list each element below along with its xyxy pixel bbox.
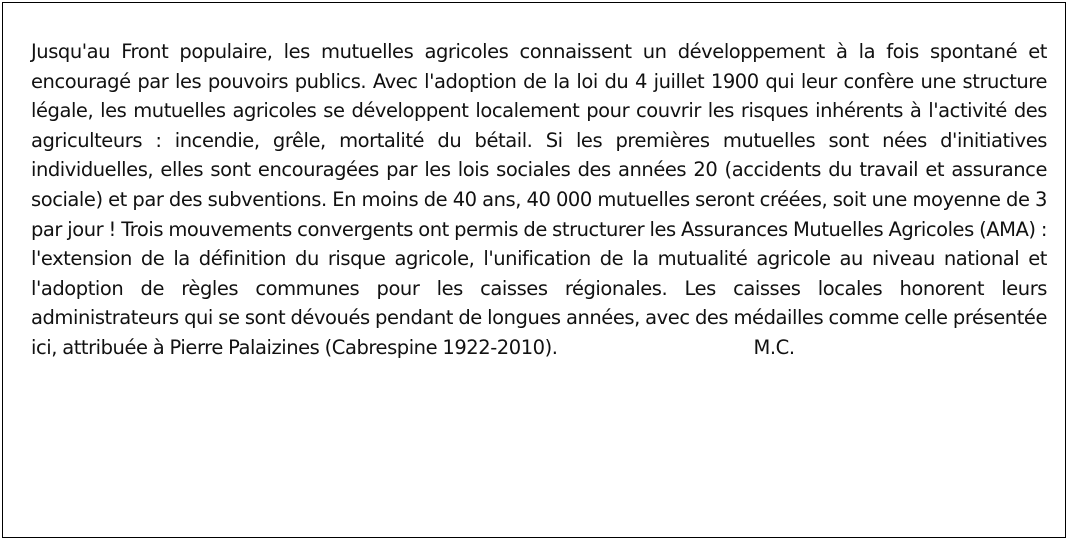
text-block [31, 37, 1047, 363]
body-paragraph [31, 37, 1047, 363]
paragraph-text: Jusqu'au Front populaire, les mutuelles agricoles connaissent un développement à la fois spontané et encouragé par les pouvoirs publics. Avec l'adoption de la loi du 4 juillet 1900 qui leur confère une structure légale, les mutuelles agricoles se développent localement pour couvrir les risques inhérents à l'activité des agriculteurs : incendie, grêle, mortalité du bétail. Si les premières mutuelles sont nées d'initiatives individuelles, elles sont encouragées par les lois sociales des années 20 (accidents du travail et assurance sociale) et par des subventions. En moins de 40 ans, 40 000 mutuelles seront créées, soit une moyenne de 3 par jour ! Trois mouvements convergents ont permis de structurer les Assurances Mutuelles Agricoles (AMA) : l'extension de la définition du risque agricole, l'unification de la mutualité agricole au niveau national et l'adoption de règles communes pour les caisses régionales. Les caisses locales honorent leurs administrateurs qui se sont dévoués pendant de longues années, avec des médailles comme celle présentée ici, attribuée à Pierre Palaizines (Cabrespine 1922-2010). [31, 40, 1047, 359]
text-box-frame [2, 2, 1066, 538]
signature-initials: M.C. [753, 335, 795, 359]
